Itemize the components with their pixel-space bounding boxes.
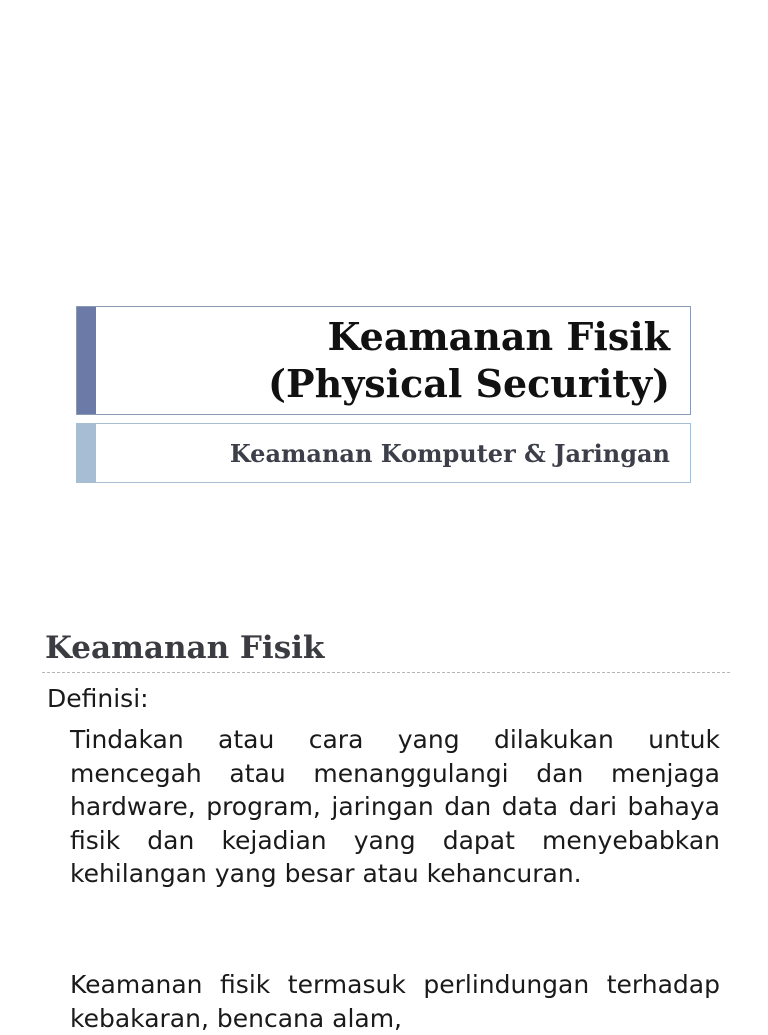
slide-title: [268, 313, 670, 407]
slide-subtitle: Keamanan Komputer & Jaringan: [229, 439, 670, 468]
title-box: [76, 306, 691, 415]
scope-paragraph: Keamanan fisik termasuk perlindungan terhadap kebakaran, bencana alam,: [70, 970, 720, 1033]
section-heading: Keamanan Fisik: [45, 630, 325, 666]
section-divider: [42, 672, 730, 673]
definition-paragraph: Tindakan atau cara yang dilakukan untuk mencegah atau menanggulangi dan menjaga hardware, program, jaringan dan data dari bahaya fisik dan kejadian yang dapat menyebabkan kehilangan yang besar atau kehancuran.: [70, 725, 720, 888]
title-line-2: (Physical Security): [268, 361, 670, 406]
subtitle-accent-bar: [77, 424, 96, 482]
subtitle-box: [76, 423, 691, 483]
title-line-1: Keamanan Fisik: [327, 314, 670, 359]
definition-label: Definisi:: [47, 684, 149, 713]
title-accent-bar: [77, 307, 96, 414]
